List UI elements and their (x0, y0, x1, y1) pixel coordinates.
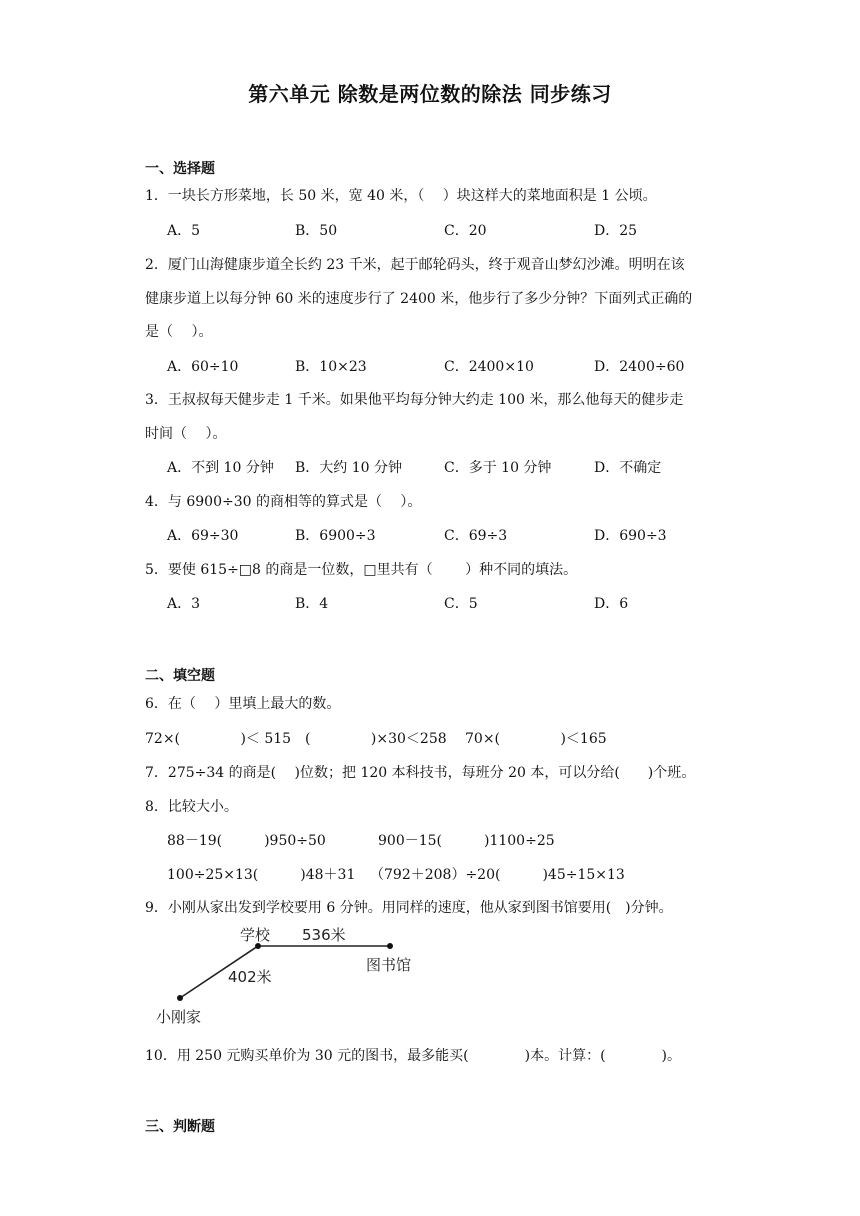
q2-option-b: B．10×23 (295, 359, 367, 375)
q8-comparison-3: 100÷25×13( )48＋31 (167, 867, 356, 883)
q2-option-d: D．2400÷60 (594, 359, 685, 375)
page-title: 第六单元 除数是两位数的除法 同步练习 (248, 82, 612, 106)
q8-comparison-1: 88－19( )950÷50 (167, 833, 326, 849)
q1-option-c: C．20 (444, 223, 487, 239)
question-2-line-1: 2．厦门山海健康步道全长约 23 千米，起于邮轮码头，终于观音山梦幻沙滩。明明在该 (145, 257, 685, 273)
question-1: 1．一块长方形菜地，长 50 米，宽 40 米，（ ）块这样大的菜地面积是 1 公顷。 (145, 188, 657, 204)
question-10: 10．用 250 元购买单价为 30 元的图书，最多能买( )本。计算：( )。 (145, 1048, 681, 1064)
route-diagram (140, 920, 440, 1040)
question-6: 6．在（ ）里填上最大的数。 (145, 696, 341, 712)
q3-option-a: A．不到 10 分钟 (167, 460, 274, 476)
q3-option-d: D．不确定 (594, 460, 662, 476)
q8-comparison-4: （792＋208）÷20( )45÷15×13 (370, 867, 625, 883)
q2-option-a: A．60÷10 (167, 359, 239, 375)
q2-option-c: C．2400×10 (444, 359, 534, 375)
distance-536-label: 536米 (302, 926, 346, 944)
home-label: 小刚家 (156, 1008, 202, 1026)
q1-option-d: D．25 (594, 223, 638, 239)
q5-option-a: A．3 (167, 596, 201, 612)
question-5: 5．要使 615÷□8 的商是一位数，□里共有（ ）种不同的填法。 (145, 562, 578, 578)
q5-option-b: B．4 (295, 596, 329, 612)
q6-expression-3: 70×( )＜165 (465, 731, 607, 747)
school-label: 学校 (240, 926, 271, 944)
question-2-line-3: 是（ ）。 (145, 324, 213, 340)
question-3-line-1: 3．王叔叔每天健步走 1 千米。如果他平均每分钟大约走 100 米，那么他每天的健步走 (145, 392, 684, 408)
question-4: 4．与 6900÷30 的商相等的算式是（ ）。 (145, 494, 422, 510)
q4-option-c: C．69÷3 (444, 528, 508, 544)
question-8: 8．比较大小。 (145, 799, 238, 815)
distance-402-label: 402米 (228, 968, 272, 986)
home-point (177, 995, 183, 1001)
question-2-line-2: 健康步道上以每分钟 60 米的速度步行了 2400 米，他步行了多少分钟？下面列式正确的 (145, 291, 693, 307)
q1-option-b: B．50 (295, 223, 338, 239)
q8-comparison-2: 900－15( )1100÷25 (378, 833, 555, 849)
q5-option-c: C．5 (444, 596, 478, 612)
question-7: 7．275÷34 的商是( )位数；把 120 本科技书，每班分 20 本，可以分给( )个班。 (145, 765, 696, 781)
q4-option-d: D．690÷3 (594, 528, 667, 544)
section-heading-choice: 一、选择题 (145, 161, 215, 177)
q6-expression-1: 72×( )＜ 515 (145, 731, 292, 747)
question-3-line-2: 时间（ ）。 (145, 426, 227, 442)
q1-option-a: A．5 (167, 223, 201, 239)
section-heading-fill: 二、填空题 (145, 668, 215, 684)
question-9: 9．小刚从家出发到学校要用 6 分钟。用同样的速度，他从家到图书馆要用( )分钟。 (145, 900, 673, 916)
q3-option-c: C．多于 10 分钟 (444, 460, 552, 476)
q5-option-d: D．6 (594, 596, 629, 612)
library-point (387, 943, 393, 949)
q4-option-b: B．6900÷3 (295, 528, 376, 544)
library-label: 图书馆 (366, 956, 412, 974)
q4-option-a: A．69÷30 (167, 528, 239, 544)
q3-option-b: B．大约 10 分钟 (295, 460, 403, 476)
q6-expression-2: ( )×30＜258 (305, 731, 447, 747)
section-heading-judge: 三、判断题 (145, 1119, 215, 1135)
